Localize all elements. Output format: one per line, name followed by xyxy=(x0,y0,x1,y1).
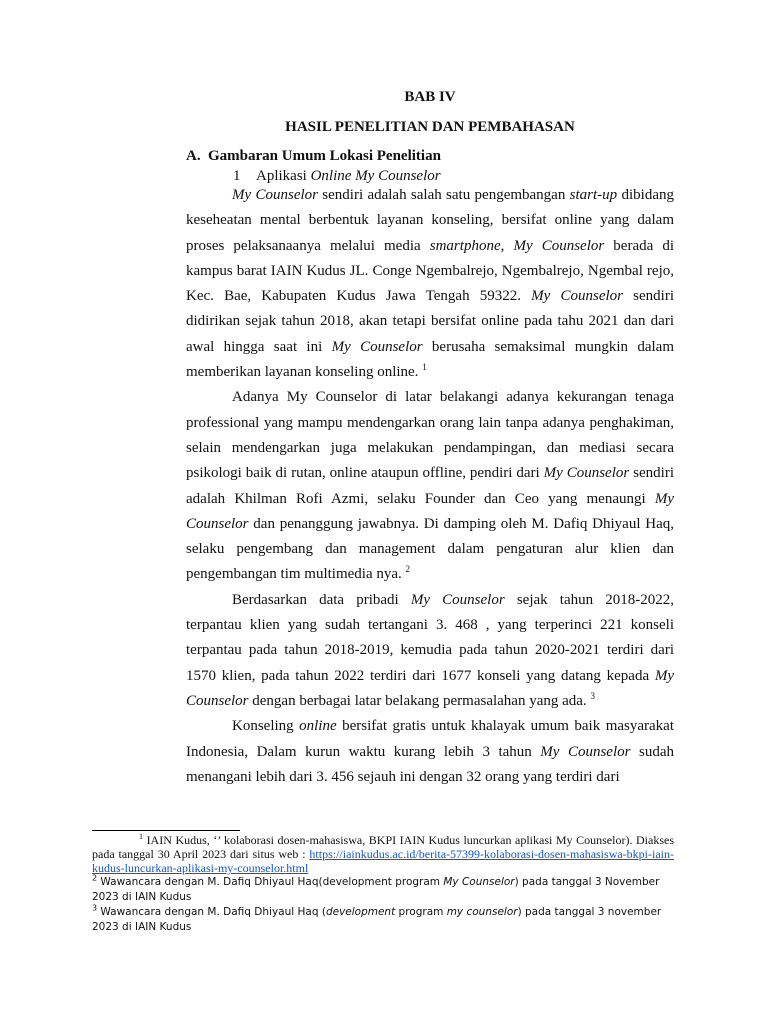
text-run: My Counselor xyxy=(543,465,630,482)
paragraph-4 xyxy=(186,714,674,790)
chapter-label: BAB IV xyxy=(404,89,456,105)
text-run: My Counselor xyxy=(443,876,515,888)
footnote-mark: 1 xyxy=(139,832,143,841)
footnote-text: IAIN Kudus, ‘’ kolaborasi dosen-mahasiswa, BKPI IAIN Kudus luncurkan aplikasi My Counselor). Diakses pada tanggal 30 April 2023 dari situs web : xyxy=(92,833,674,861)
paragraph-2 xyxy=(186,385,674,587)
text-run: sendiri adalah Khilman Rofi Azmi, selaku Founder dan Ceo yang menaungi xyxy=(186,465,674,507)
text-run: My Counselor xyxy=(531,288,623,305)
text-run: berada di kampus barat IAIN Kudus JL. Conge Ngembalrejo, Ngembalrejo, Ngembal rejo, Kec. Bae, Kabupaten Kudus Jawa Tengah 59322. xyxy=(186,237,675,305)
footnotes xyxy=(92,833,674,935)
footnote-link[interactable]: https://iainkudus.ac.id/berita-57399-kolaborasi-dosen-mahasiswa-bkpi-iain-kudus-luncurkan-aplikasi-my-counselor.html xyxy=(92,847,674,875)
paragraph-3 xyxy=(186,588,674,714)
text-run: dengan berbagai latar belakang permasalahan yang ada. xyxy=(248,692,591,709)
text-run: berusaha semaksimal mungkin dalam memberikan layanan konseling online. xyxy=(186,338,675,381)
text-run: My Counselor xyxy=(186,490,674,532)
chapter-title: HASIL PENELITIAN DAN PEMBAHASAN xyxy=(285,119,575,135)
body-content xyxy=(186,86,674,790)
section-title: Gambaran Umum Lokasi Penelitian xyxy=(208,148,441,164)
footnote-divider xyxy=(92,830,240,831)
text-run: Berdasarkan data pribadi xyxy=(232,591,411,608)
footnote-3 xyxy=(92,905,674,935)
text-run: sejak tahun 2018-2022, terpantau klien yang sudah tertangani 3. 468 , yang terperinci 221 konseli terpantau pada tahun 2018-2019, kemudia pada tahun 2020-2021 terdiri dari 1570 klien, pada tahun 2022 terdiri dari 1677 konseli yang datang kepada xyxy=(186,591,675,684)
text-run: My Counselor xyxy=(410,591,505,608)
text-run: my counselor xyxy=(446,906,518,918)
text-run: Wawancara dengan M. Dafiq Dhiyaul Haq ( xyxy=(97,906,326,918)
text-run: program xyxy=(395,906,447,918)
subsection-number: 1 xyxy=(233,168,241,184)
paragraph-1 xyxy=(186,183,674,385)
text-run: My Counselor xyxy=(186,667,674,709)
footnote-mark: 3 xyxy=(92,903,98,913)
footnote-ref-2[interactable]: 2 xyxy=(405,564,411,575)
text-run: Wawancara dengan M. Dafiq Dhiyaul Haq(development program xyxy=(97,876,444,888)
text-run: My Counselor xyxy=(331,338,423,355)
text-run: Konseling xyxy=(232,718,300,735)
footnote-mark: 2 xyxy=(92,873,98,883)
subsection-prefix: Aplikasi xyxy=(256,168,311,184)
text-run: sendiri adalah salah satu pengembangan xyxy=(317,187,570,203)
footnote-ref-1[interactable]: 1 xyxy=(422,362,427,373)
text-run: ) pada tanggal 3 november 2023 di IAIN Kudus xyxy=(92,906,662,933)
text-run: development xyxy=(325,906,396,918)
text-run: My Counselor xyxy=(540,743,631,760)
text-run: bersifat gratis untuk khalayak umum baik masyarakat Indonesia, Dalam kurun waktu kurang lebih 3 tahun xyxy=(186,718,674,760)
footnote-2 xyxy=(92,875,674,905)
text-run: Adanya My Counselor di latar belakangi adanya kekurangan tenaga professional yang mampu mendengarkan orang lain tanpa adanya penghakiman, selain mendengarkan juga melakukan pendampingan, dan mediasi secara psikologi baik di rutan, online ataupun offline, pendiri dari xyxy=(186,389,674,482)
text-run: My Counselor xyxy=(513,237,605,254)
text-run: My Counselor xyxy=(232,187,318,203)
section-label: A. xyxy=(186,148,201,164)
text-run: ) pada tanggal 3 November 2023 di IAIN Kudus xyxy=(92,876,660,903)
footnote-1 xyxy=(92,833,674,875)
text-run: sendiri didirikan sejak tahun 2018, akan tetapi bersifat online pada tahu 2021 dan dari awal hingga saat ini xyxy=(186,288,674,355)
subsection-title: Online My Counselor xyxy=(310,168,441,184)
text-run: start-up xyxy=(569,187,618,203)
text-run: online xyxy=(299,718,337,735)
section-heading xyxy=(186,146,674,166)
text-run: dan penanggung jawabnya. Di damping oleh M. Dafiq Dhiyaul Haq, selaku pengembang dan management dalam pengaturan alur klien dan pengembangan tim multimedia nya. xyxy=(186,515,674,583)
text-run: smartphone xyxy=(429,237,501,254)
text-run: dibidang keseheatan mental berbentuk layanan konseling, bersifat online yang dalam proses pelaksanaanya melalui media xyxy=(186,187,674,254)
text-run: , xyxy=(500,237,514,254)
text-run: sudah menangani lebih dari 3. 456 sejauh ini dengan 32 orang yang terdiri dari xyxy=(186,743,674,785)
footnote-ref-3[interactable]: 3 xyxy=(590,690,595,701)
